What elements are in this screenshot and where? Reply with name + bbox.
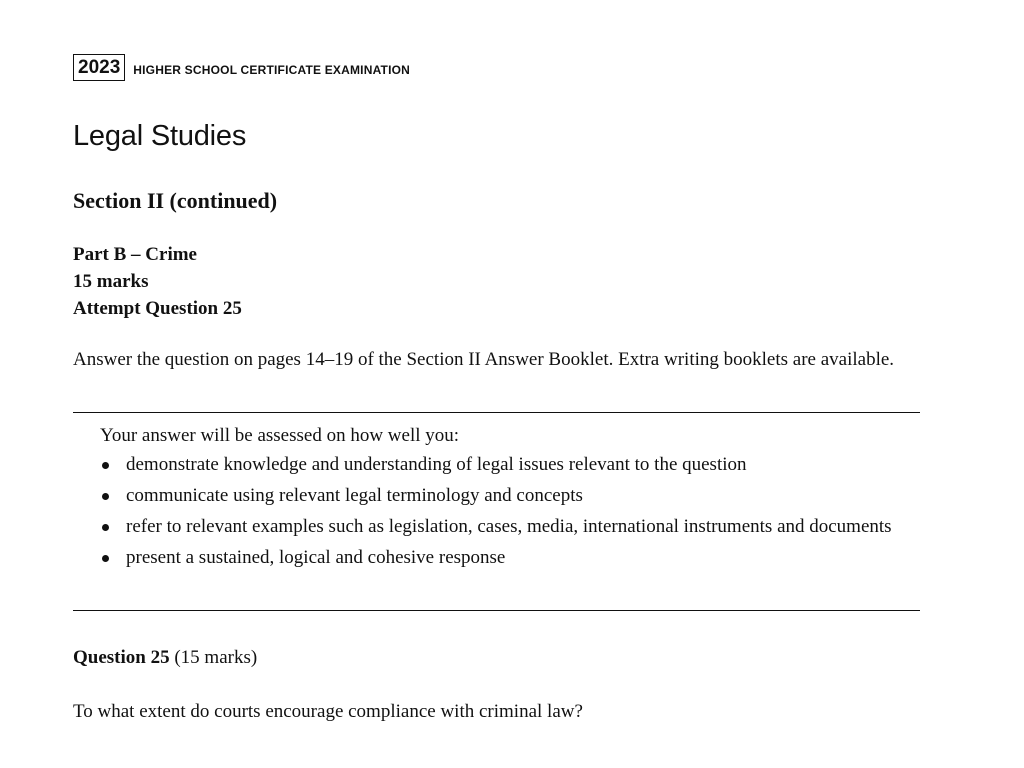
criteria-item — [100, 483, 905, 509]
criteria-item — [100, 514, 905, 540]
part-marks: 15 marks — [73, 271, 149, 292]
criteria-intro: Your answer will be assessed on how well you: — [100, 425, 460, 446]
exam-title: HIGHER SCHOOL CERTIFICATE EXAMINATION — [133, 62, 411, 77]
question-marks: (15 marks) — [174, 647, 258, 668]
bullet-icon — [102, 462, 109, 469]
instruction-text: Answer the question on pages 14–19 of the Section II Answer Booklet. Extra writing booklets are available. — [73, 349, 895, 370]
criteria-item-text: communicate using relevant legal terminology and concepts — [126, 485, 583, 506]
question-text: To what extent do courts encourage compliance with criminal law? — [73, 701, 583, 722]
criteria-item — [100, 452, 905, 478]
divider-bottom — [73, 610, 920, 611]
criteria-item — [100, 545, 905, 571]
part-title: Part B – Crime — [73, 244, 197, 265]
criteria-item-text: present a sustained, logical and cohesive response — [126, 547, 506, 568]
divider-top — [73, 412, 920, 413]
question-heading — [73, 645, 257, 671]
criteria-item-text: demonstrate knowledge and understanding of legal issues relevant to the question — [126, 454, 747, 475]
section-heading: Section II (continued) — [73, 188, 278, 213]
part-attempt: Attempt Question 25 — [73, 298, 242, 319]
question-label: Question 25 — [73, 647, 170, 668]
exam-header — [73, 54, 410, 81]
bullet-icon — [102, 555, 109, 562]
part-info — [73, 241, 242, 322]
bullet-icon — [102, 493, 109, 500]
year-box: 2023 — [73, 54, 125, 81]
criteria-list — [100, 452, 905, 576]
criteria-item-text: refer to relevant examples such as legislation, cases, media, international instruments and documents — [126, 516, 892, 537]
subject-title: Legal Studies — [73, 120, 247, 152]
bullet-icon — [102, 524, 109, 531]
